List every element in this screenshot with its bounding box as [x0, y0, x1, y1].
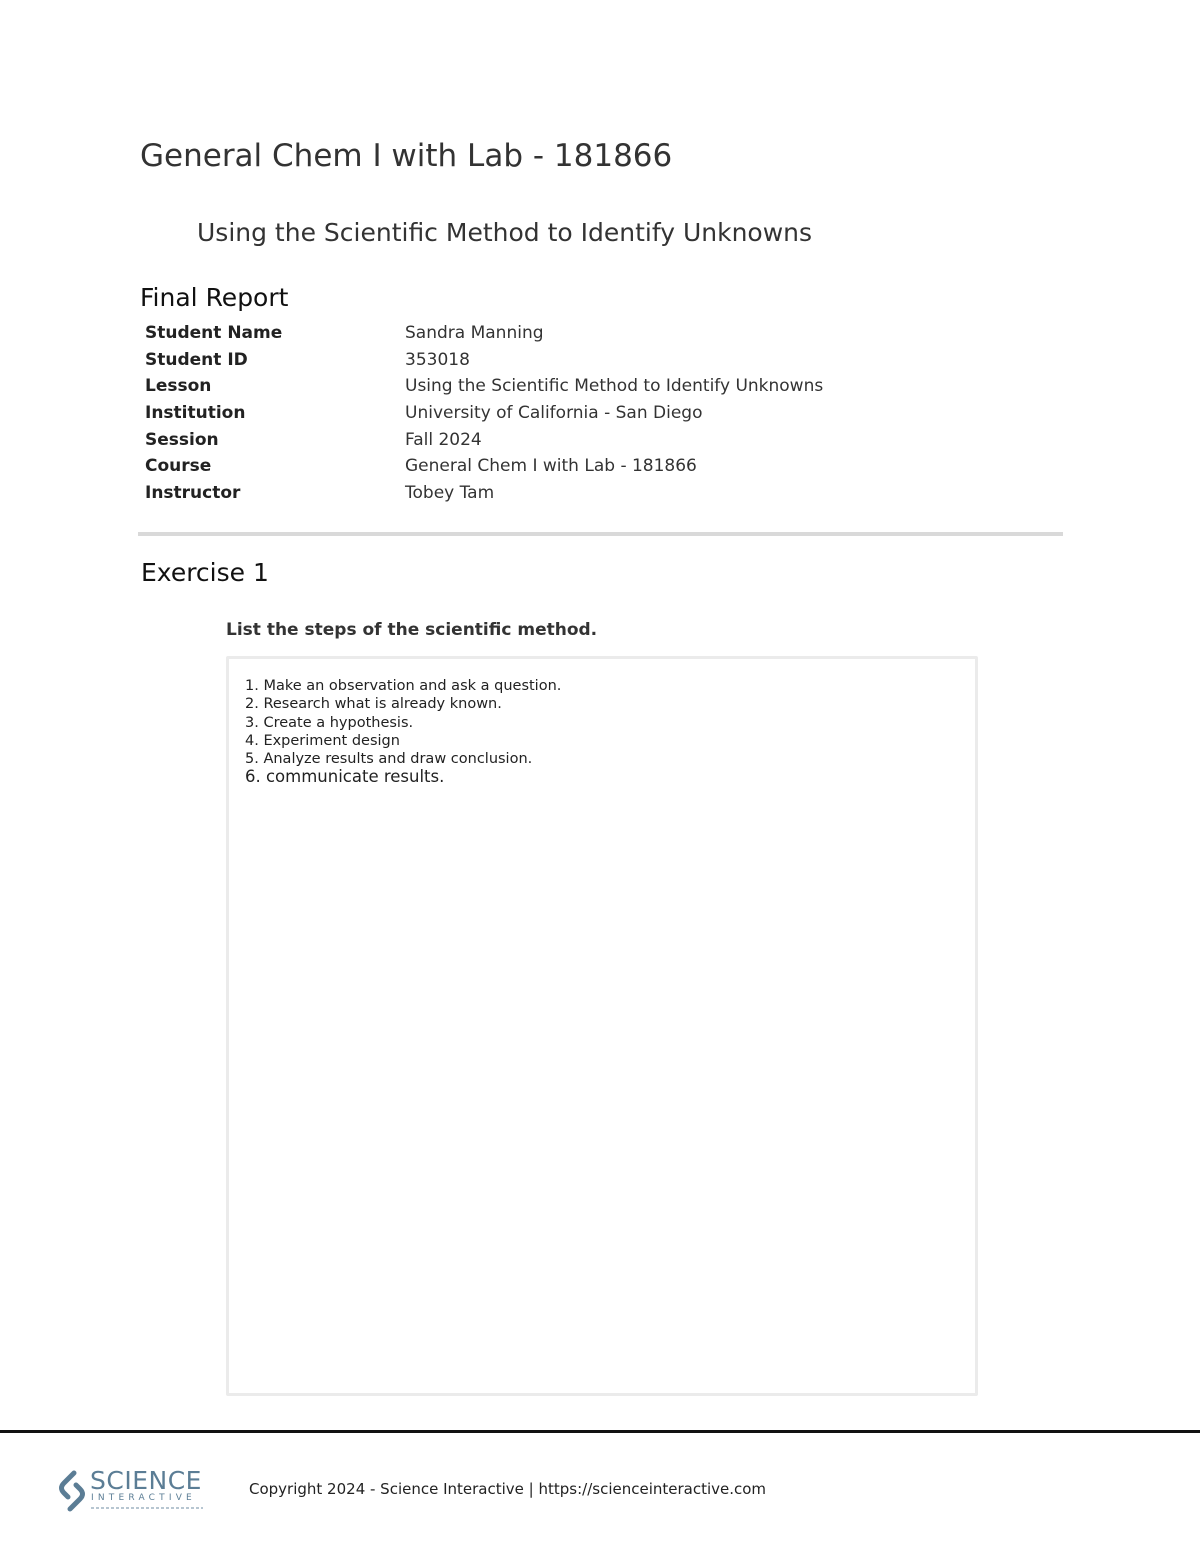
answer-line: 3. Create a hypothesis. — [245, 714, 414, 731]
info-label: Lesson — [145, 376, 212, 397]
info-value: Tobey Tam — [405, 483, 495, 504]
science-interactive-logo — [58, 1468, 218, 1516]
info-row-student-name — [145, 320, 1045, 347]
info-label: Institution — [145, 403, 246, 424]
info-row-instructor — [145, 480, 1045, 507]
info-label: Course — [145, 456, 212, 477]
course-title: General Chem I with Lab - 181866 — [140, 138, 673, 174]
answer-line: 2. Research what is already known. — [245, 696, 502, 713]
student-info-table — [145, 320, 1045, 507]
section-divider — [138, 532, 1063, 536]
info-row-student-id — [145, 347, 1045, 374]
info-label: Student ID — [145, 349, 248, 370]
footer-rule — [0, 1430, 1200, 1433]
exercise-heading: Exercise 1 — [141, 558, 269, 587]
final-report-heading: Final Report — [140, 283, 289, 312]
info-label: Student Name — [145, 323, 283, 343]
info-value: Using the Scientific Method to Identify Unknowns — [405, 376, 824, 397]
answer-line: 1. Make an observation and ask a question. — [245, 678, 562, 694]
info-label: Instructor — [145, 483, 241, 504]
logo-tagline-mark — [91, 1506, 203, 1510]
info-value: 353018 — [405, 349, 470, 370]
info-value: Sandra Manning — [405, 323, 544, 343]
copyright-text: Copyright 2024 - Science Interactive | https://scienceinteractive.com — [249, 1480, 767, 1498]
info-value: University of California - San Diego — [405, 403, 703, 424]
info-value: General Chem I with Lab - 181866 — [405, 456, 697, 477]
answer-text — [245, 677, 561, 785]
info-row-lesson — [145, 373, 1045, 400]
logo-mark-icon — [58, 1470, 86, 1512]
lesson-title: Using the Scientific Method to Identify Unknowns — [197, 218, 813, 247]
logo-word: SCIENCE — [90, 1466, 202, 1495]
answer-line: 4. Experiment design — [245, 732, 400, 749]
info-row-session — [145, 427, 1045, 454]
answer-line: 5. Analyze results and draw conclusion. — [245, 751, 533, 768]
answer-line: 6. communicate results. — [245, 767, 445, 787]
info-label: Session — [145, 429, 219, 450]
info-row-course — [145, 453, 1045, 480]
exercise-question: List the steps of the scientific method. — [226, 620, 598, 640]
answer-box — [226, 656, 978, 1396]
logo-subword: INTERACTIVE — [91, 1493, 196, 1503]
info-row-institution — [145, 400, 1045, 427]
info-value: Fall 2024 — [405, 429, 482, 450]
